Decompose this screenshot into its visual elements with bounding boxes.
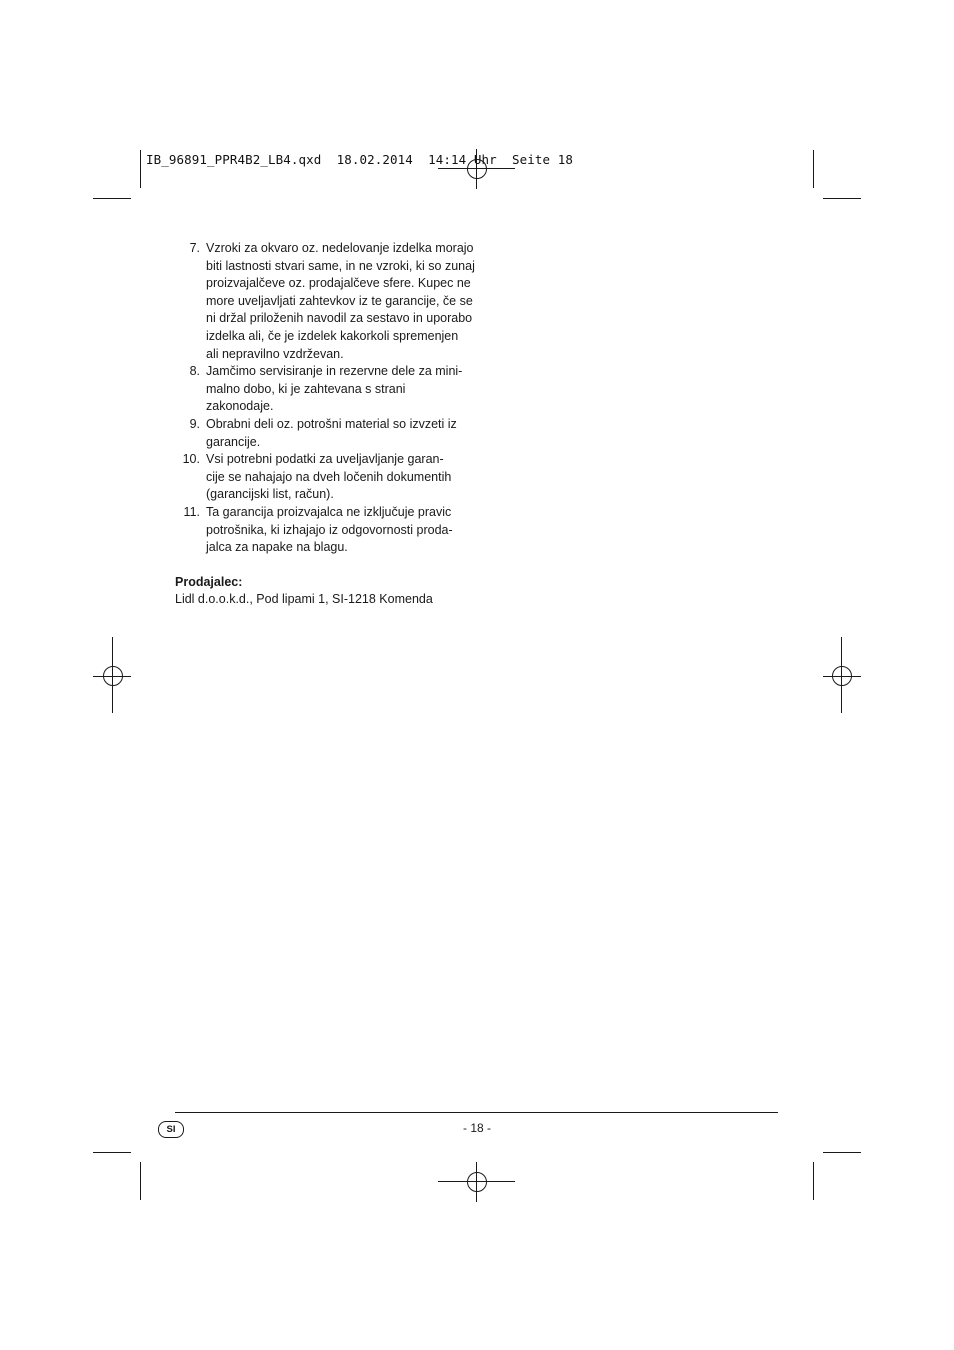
page-number: - 18 - (462, 1121, 491, 1135)
item-text: Jamčimo servisiranje in rezervne dele za mini- malno dobo, ki je zahtevana s strani zakonodaje. (206, 364, 463, 414)
list-item (175, 451, 475, 504)
seller-label: Prodajalec: (175, 574, 243, 589)
crop-mark-top-left-horizontal (93, 198, 131, 199)
registration-mark-bottom (457, 1162, 497, 1202)
crop-mark-bottom-right-horizontal (823, 1152, 861, 1153)
crop-mark-bottom-left-horizontal (93, 1152, 131, 1153)
footer-rule (175, 1112, 778, 1113)
list-item (175, 504, 475, 557)
registration-circle-right (832, 666, 852, 686)
seller-address: Lidl d.o.o.k.d., Pod lipami 1, SI-1218 Komenda (175, 592, 433, 607)
list-item (175, 240, 475, 363)
crop-mark-bottom-right-vertical (813, 1162, 814, 1200)
item-number: 7. (189, 241, 200, 255)
crop-mark-bottom-left-vertical (140, 1162, 141, 1200)
print-slug: IB_96891_PPR4B2_LB4.qxd 18.02.2014 14:14 Uhr Seite 18 (146, 152, 574, 167)
registration-circle-left (103, 666, 123, 686)
list-item (175, 416, 475, 451)
item-text: Ta garancija proizvajalca ne izključuje pravic potrošnika, ki izhajajo iz odgovornosti proda- jalca za napake na blagu. (206, 504, 453, 555)
crop-mark-top-right-vertical (813, 150, 814, 188)
item-number: 9. (189, 416, 200, 431)
item-text: Vsi potrebni podatki za uveljavljanje garan- cije se nahajajo na dveh ločenih dokumentih (garancijski list, račun). (206, 452, 452, 502)
registration-cross-bottom (438, 1181, 515, 1182)
item-text: Vzroki za okvaro oz. nedelovanje izdelka morajo biti lastnosti stvari same, in ne vzroki, ki so zunaj proizvajalčeve oz. prodajalčeve sfere. Kupec ne more uveljavljati zahtevkov iz te garancije, če se ni držal priloženih navodil za sestavo in uporabo izdelka ali, če je izdelek kakorkoli spremenjen ali nepravilno vzdrževan. (206, 241, 475, 361)
warranty-content (175, 240, 475, 609)
list-item (175, 363, 475, 416)
item-text: Obrabni deli oz. potrošni material so izvzeti iz garancije. (206, 416, 457, 449)
crop-mark-top-left-vertical (140, 150, 141, 188)
language-badge: SI (158, 1121, 184, 1138)
crop-mark-top-right-horizontal (823, 198, 861, 199)
item-number: 10. (182, 452, 200, 467)
warranty-list (175, 240, 475, 557)
item-number: 8. (189, 364, 200, 379)
item-number: 11. (183, 504, 200, 519)
